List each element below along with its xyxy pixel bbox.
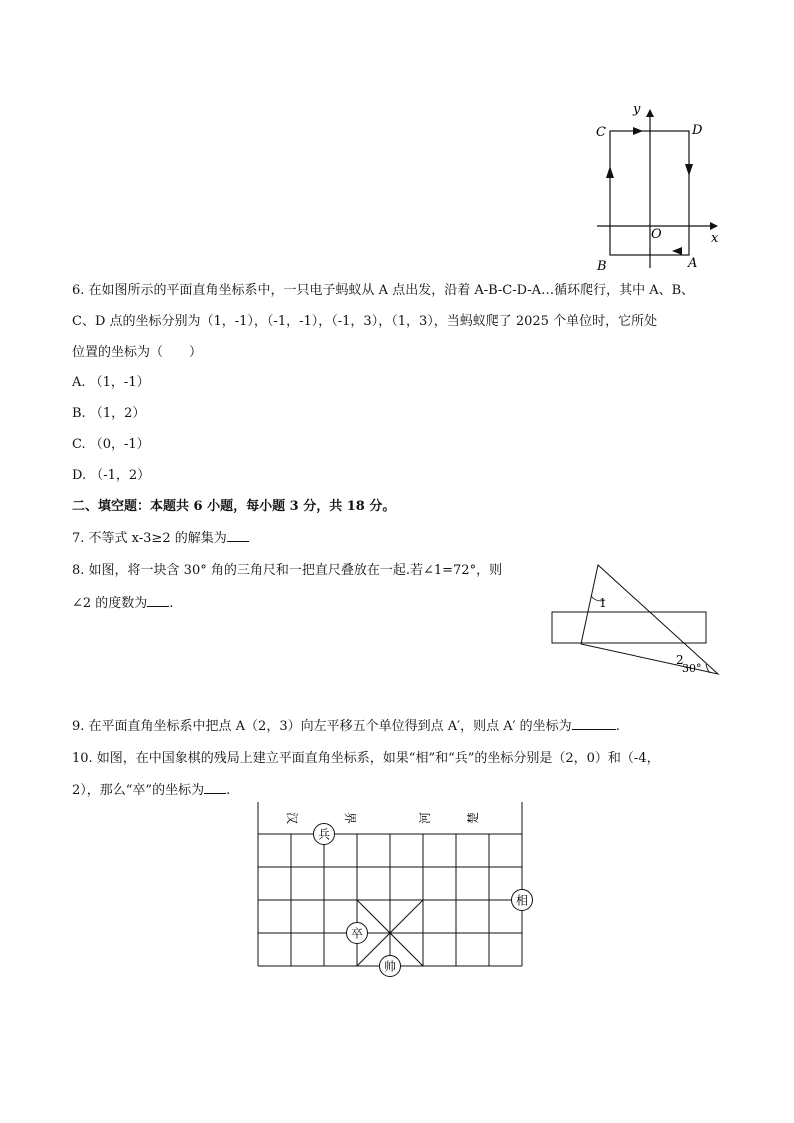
- q8-answer-blank[interactable]: [147, 593, 169, 607]
- q10-end: .: [226, 783, 231, 798]
- chess-board: [250, 800, 540, 980]
- arrow-a-to-b: [672, 247, 682, 255]
- q8-line1: 8. 如图，将一块含 30° 角的三角尺和一把直尺叠放在一起.若∠1=72°，则: [72, 563, 503, 578]
- river-label-chu: 楚: [466, 811, 480, 825]
- q6-figure: [585, 98, 725, 274]
- q6-option-c[interactable]: C. （0，-1）: [72, 437, 150, 452]
- label-c: C: [596, 125, 606, 140]
- piece-zu-label: 卒: [350, 926, 364, 941]
- label-o: O: [651, 227, 662, 242]
- angle30-label: 30°: [682, 662, 702, 675]
- q6-line1: 6. 在如图所示的平面直角坐标系中，一只电子蚂蚁从 A 点出发，沿着 A-B-C-D-A…循环爬行，其中 A、B、: [72, 283, 695, 298]
- q9-line: [72, 716, 620, 737]
- label-d: D: [692, 123, 703, 138]
- label-y: y: [633, 102, 641, 117]
- piece-bing: [314, 824, 335, 845]
- piece-shuai-label: 帅: [383, 959, 397, 974]
- q7-line: [72, 528, 249, 549]
- piece-zu: [347, 923, 368, 944]
- q8-text: ∠2 的度数为: [72, 596, 148, 611]
- arrow-d-to-a: [685, 164, 693, 176]
- triangle-30: [581, 565, 718, 674]
- q9-text: 9. 在平面直角坐标系中把点 A（2，3）向左平移五个单位得到点 A′，则点 A′ 的坐标为: [72, 719, 572, 734]
- q10-answer-blank[interactable]: [204, 780, 226, 794]
- q10-line1: 10. 如图，在中国象棋的残局上建立平面直角坐标系，如果“相”和“兵”的坐标分别是（2，0）和（-4，: [72, 751, 660, 766]
- piece-xiang-label: 相: [515, 893, 529, 908]
- arrow-c-to-d: [633, 127, 643, 135]
- piece-shuai: [380, 956, 401, 977]
- piece-bing-label: 兵: [317, 827, 331, 842]
- river-label-jie: 界: [343, 811, 357, 825]
- piece-xiang: [512, 890, 533, 911]
- label-b: B: [597, 259, 607, 274]
- q8-figure: [545, 560, 725, 680]
- q6-line3: 位置的坐标为（ ）: [72, 345, 203, 360]
- q9-answer-blank[interactable]: [572, 716, 616, 730]
- q7-text: 7. 不等式 x-3≥2 的解集为: [72, 531, 227, 546]
- q6-option-b[interactable]: B. （1，2）: [72, 406, 146, 421]
- river-label-he: 河: [418, 811, 432, 825]
- q6-option-a[interactable]: A. （1，-1）: [72, 375, 150, 390]
- label-x: x: [711, 231, 719, 246]
- q10-text: 2），那么“卒”的坐标为: [72, 783, 205, 798]
- arrow-b-to-c: [606, 166, 614, 178]
- q6-line2: C、D 点的坐标分别为（1，-1），（-1，-1），（-1，3），（1，3），当蚂蚁爬了 2025 个单位时，它所处: [72, 314, 658, 329]
- section-2-heading: 二、填空题：本题共 6 小题，每小题 3 分，共 18 分。: [72, 499, 396, 514]
- q6-option-d[interactable]: D. （-1，2）: [72, 468, 151, 483]
- label-a: A: [688, 256, 698, 271]
- q9-end: .: [615, 719, 620, 734]
- angle1-label: 1: [599, 596, 607, 610]
- river-label-han: 汉: [285, 811, 299, 825]
- q10-line2: [72, 780, 230, 801]
- q8-line2: ∠2 的度数为 .: [72, 593, 173, 614]
- angle2-label: 2: [676, 653, 684, 667]
- ruler: [552, 612, 706, 643]
- q7-answer-blank[interactable]: [227, 528, 249, 542]
